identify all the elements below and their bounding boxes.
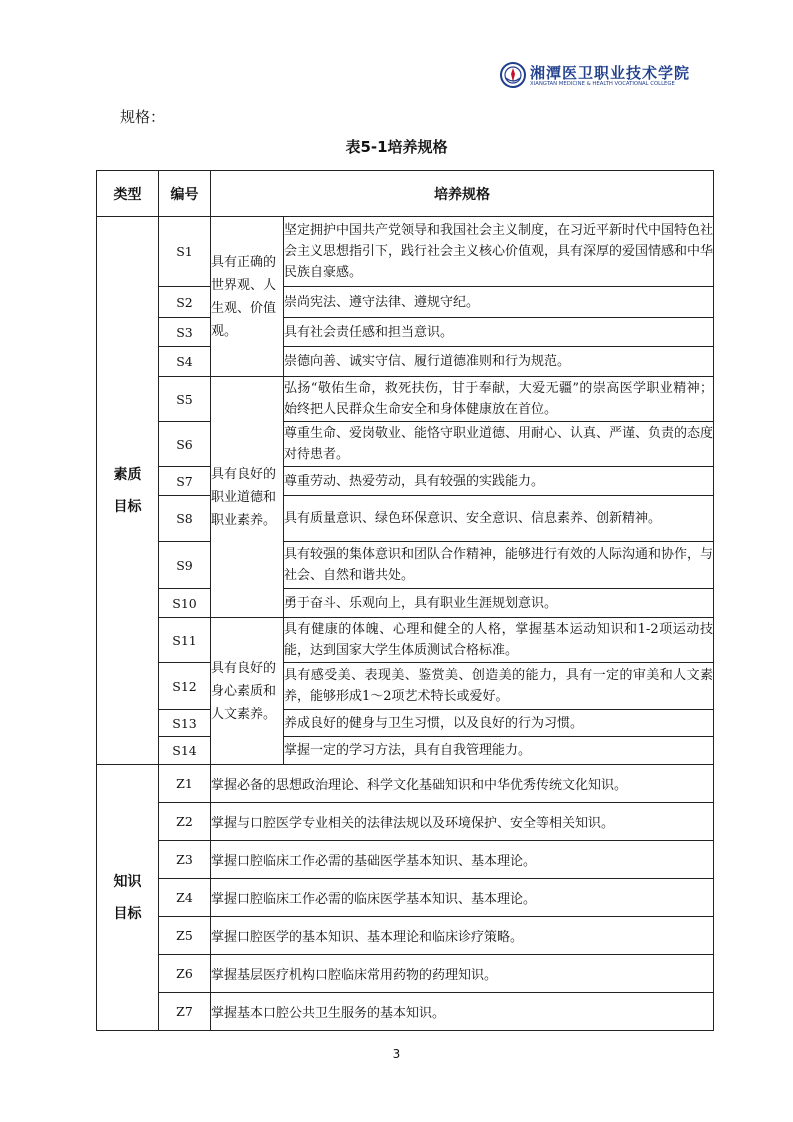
group-professional-ethics: 具有良好的职业道德和职业素养。 bbox=[211, 377, 284, 618]
row-text: 掌握必备的思想政治理论、科学文化基础知识和中华优秀传统文化知识。 bbox=[211, 765, 714, 803]
table-row bbox=[97, 803, 714, 841]
row-text: 具有感受美、表现美、鉴赏美、创造美的能力，具有一定的审美和人文素养，能够形成1～2项艺术特长或爱好。 bbox=[284, 663, 714, 710]
row-code: Z4 bbox=[159, 879, 211, 917]
row-text: 掌握一定的学习方法，具有自我管理能力。 bbox=[284, 737, 714, 765]
row-text: 尊重生命、爱岗敬业、能恪守职业道德、用耐心、认真、严谨、负责的态度对待患者。 bbox=[284, 422, 714, 467]
category-quality-line1: 素质 bbox=[113, 466, 142, 483]
table-caption: 表5-1培养规格 bbox=[345, 138, 448, 156]
table-row bbox=[97, 993, 714, 1031]
page-number: 3 bbox=[392, 1047, 401, 1061]
table-row bbox=[97, 879, 714, 917]
row-code: Z2 bbox=[159, 803, 211, 841]
college-logo bbox=[500, 62, 690, 92]
row-code: Z6 bbox=[159, 955, 211, 993]
table-row bbox=[97, 377, 714, 422]
header-type: 类型 bbox=[97, 171, 159, 217]
row-text: 掌握基层医疗机构口腔临床常用药物的药理知识。 bbox=[211, 955, 714, 993]
table-row bbox=[97, 542, 714, 589]
table-row bbox=[97, 841, 714, 879]
row-text: 掌握口腔临床工作必需的基础医学基本知识、基本理论。 bbox=[211, 841, 714, 879]
row-text: 崇尚宪法、遵守法律、遵规守纪。 bbox=[284, 287, 714, 318]
row-code: Z3 bbox=[159, 841, 211, 879]
row-code: S2 bbox=[159, 287, 211, 318]
row-text: 具有健康的体魄、心理和健全的人格，掌握基本运动知识和1-2项运动技能，达到国家大学生体质测试合格标准。 bbox=[284, 618, 714, 663]
group-worldview: 具有正确的世界观、人生观、价值观。 bbox=[211, 217, 284, 377]
category-knowledge bbox=[97, 765, 159, 1031]
row-text: 具有社会责任感和担当意识。 bbox=[284, 318, 714, 347]
row-code: S4 bbox=[159, 347, 211, 377]
table-row bbox=[97, 217, 714, 287]
table-row bbox=[97, 955, 714, 993]
row-code: Z1 bbox=[159, 765, 211, 803]
row-code: S13 bbox=[159, 710, 211, 737]
table-row bbox=[97, 710, 714, 737]
row-text: 掌握口腔临床工作必需的临床医学基本知识、基本理论。 bbox=[211, 879, 714, 917]
table-row bbox=[97, 347, 714, 377]
group-physical-mental: 具有良好的身心素质和人文素养。 bbox=[211, 618, 284, 765]
table-row bbox=[97, 589, 714, 618]
row-code: S5 bbox=[159, 377, 211, 422]
row-code: S9 bbox=[159, 542, 211, 589]
row-code: Z5 bbox=[159, 917, 211, 955]
row-code: S10 bbox=[159, 589, 211, 618]
row-text: 掌握与口腔医学专业相关的法律法规以及环境保护、安全等相关知识。 bbox=[211, 803, 714, 841]
row-code: S6 bbox=[159, 422, 211, 467]
logo-chinese-name: 湘潭医卫职业技术学院 bbox=[530, 64, 691, 82]
table-row bbox=[97, 765, 714, 803]
row-text: 掌握基本口腔公共卫生服务的基本知识。 bbox=[211, 993, 714, 1031]
row-code: S12 bbox=[159, 663, 211, 710]
row-text: 掌握口腔医学的基本知识、基本理论和临床诊疗策略。 bbox=[211, 917, 714, 955]
table-row bbox=[97, 467, 714, 496]
row-text: 勇于奋斗、乐观向上，具有职业生涯规划意识。 bbox=[284, 589, 714, 618]
college-emblem-icon bbox=[500, 62, 526, 88]
row-text: 具有质量意识、绿色环保意识、安全意识、信息素养、创新精神。 bbox=[284, 496, 714, 542]
table-row bbox=[97, 618, 714, 663]
training-spec-table bbox=[96, 170, 714, 1031]
category-knowledge-line1: 知识 bbox=[113, 873, 142, 890]
table-row bbox=[97, 737, 714, 765]
row-text: 尊重劳动、热爱劳动，具有较强的实践能力。 bbox=[284, 467, 714, 496]
intro-text: 规格： bbox=[120, 108, 166, 126]
row-code: S14 bbox=[159, 737, 211, 765]
table-header-row bbox=[97, 171, 714, 217]
header-code: 编号 bbox=[159, 171, 211, 217]
row-code: Z7 bbox=[159, 993, 211, 1031]
table-row bbox=[97, 917, 714, 955]
table-row bbox=[97, 318, 714, 347]
row-code: S1 bbox=[159, 217, 211, 287]
table-row bbox=[97, 422, 714, 467]
table-row bbox=[97, 287, 714, 318]
header-spec: 培养规格 bbox=[211, 171, 714, 217]
row-text: 弘扬“敬佑生命，救死扶伤，甘于奉献，大爱无疆”的崇高医学职业精神；始终把人民群众生命安全和身体健康放在首位。 bbox=[284, 377, 714, 422]
row-text: 坚定拥护中国共产党领导和我国社会主义制度，在习近平新时代中国特色社会主义思想指引下，践行社会主义核心价值观，具有深厚的爱国情感和中华民族自豪感。 bbox=[284, 217, 714, 287]
row-code: S8 bbox=[159, 496, 211, 542]
row-text: 具有较强的集体意识和团队合作精神，能够进行有效的人际沟通和协作，与社会、自然和谐共处。 bbox=[284, 542, 714, 589]
logo-english-name: XIANGTAN MEDICINE & HEALTH VOCATIONAL COLLEGE bbox=[530, 81, 675, 87]
category-quality-line2: 目标 bbox=[113, 498, 142, 515]
row-code: S11 bbox=[159, 618, 211, 663]
row-code: S3 bbox=[159, 318, 211, 347]
category-quality bbox=[97, 217, 159, 765]
table-row bbox=[97, 663, 714, 710]
category-knowledge-line2: 目标 bbox=[113, 905, 142, 922]
table-row bbox=[97, 496, 714, 542]
row-code: S7 bbox=[159, 467, 211, 496]
row-text: 养成良好的健身与卫生习惯，以及良好的行为习惯。 bbox=[284, 710, 714, 737]
row-text: 崇德向善、诚实守信、履行道德准则和行为规范。 bbox=[284, 347, 714, 377]
